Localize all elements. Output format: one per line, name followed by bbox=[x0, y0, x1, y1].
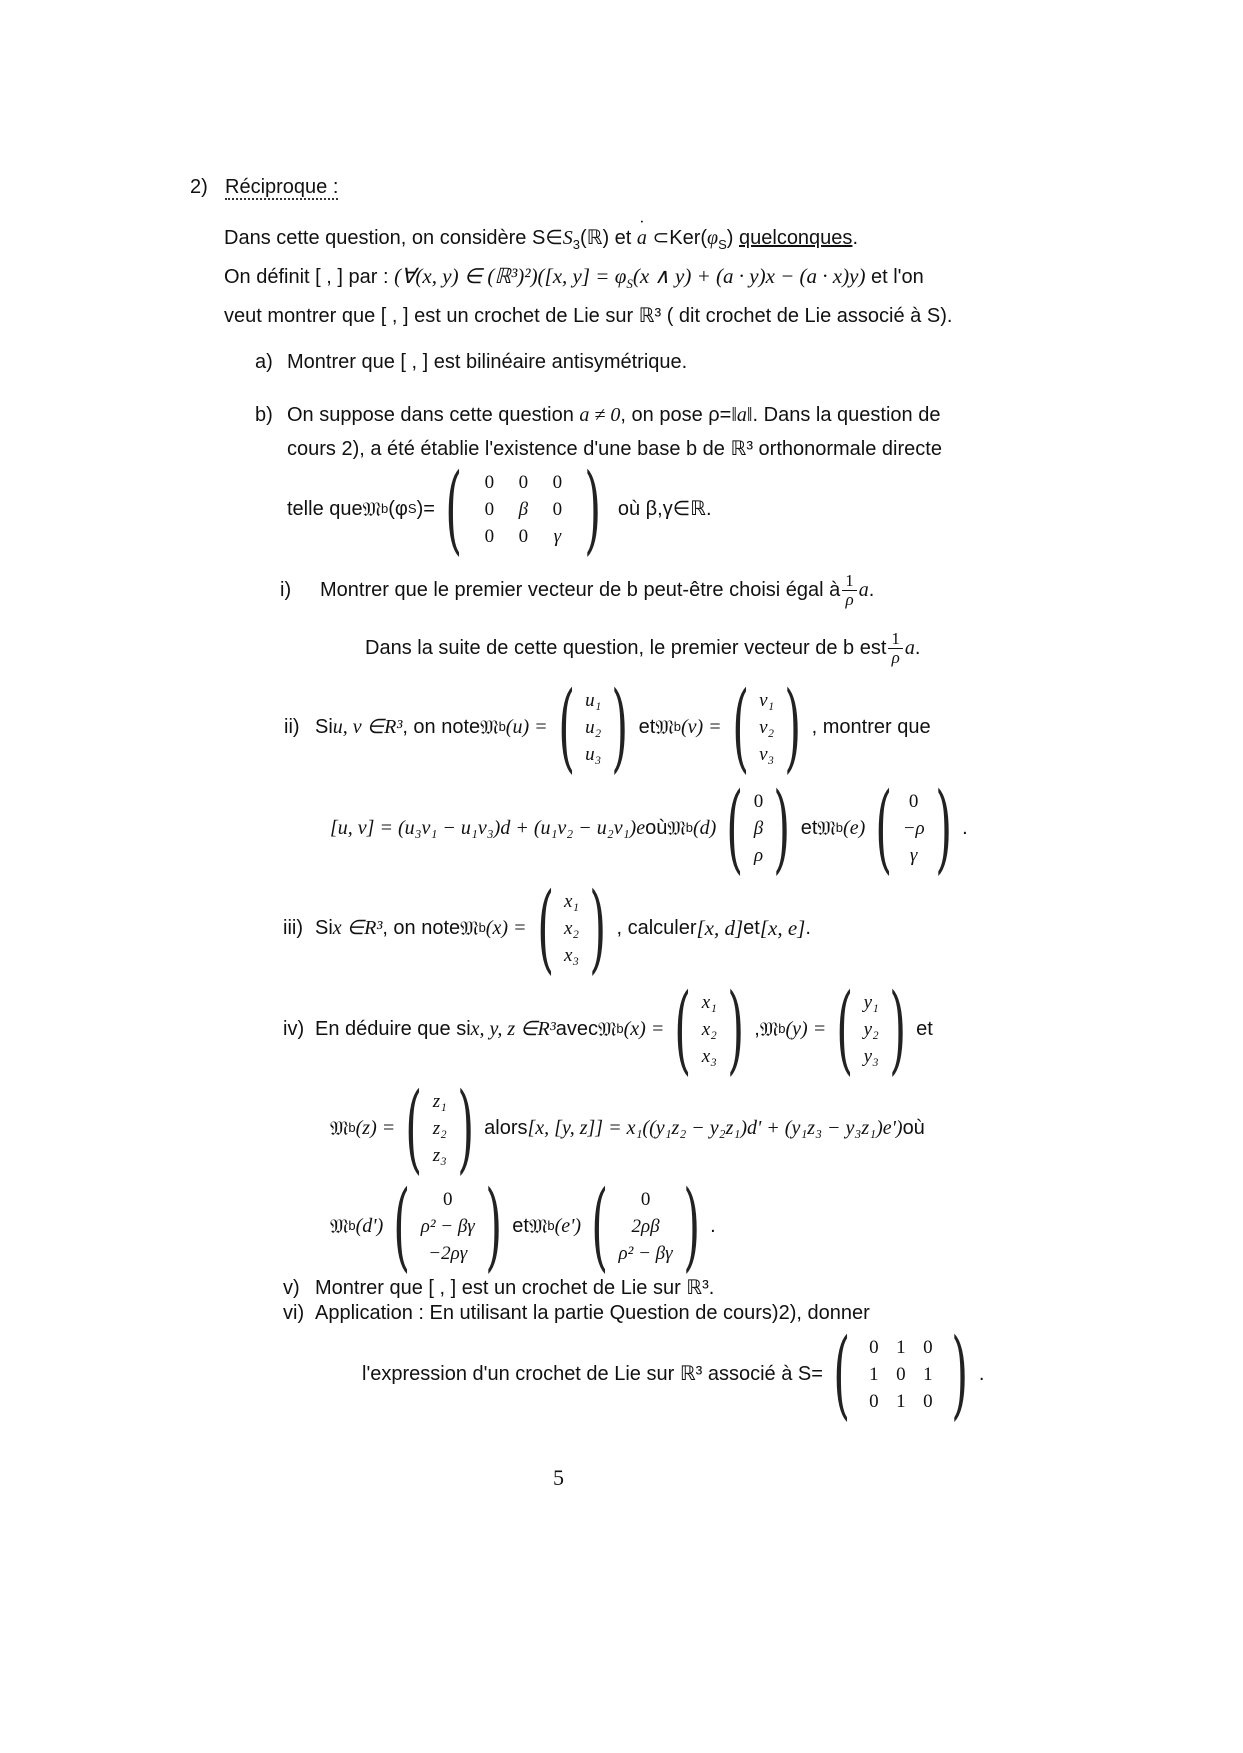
left-paren: ( bbox=[836, 973, 854, 1085]
matrix-cell: 0 bbox=[484, 498, 495, 520]
vector-cell: x₂ bbox=[701, 1018, 717, 1040]
qi-note-text: Dans la suite de cette question, le premier vecteur de b est bbox=[365, 637, 887, 659]
vector-cell: 0 bbox=[753, 790, 764, 812]
intro-phi: φ bbox=[707, 227, 719, 249]
left-paren: ( bbox=[726, 772, 744, 884]
qii-line-1: Si u, v ∈R³ , on note 𝔐 b (u) = ( u₁ u₂ u₃ ) et 𝔐 b (v) = ( v₁ v₂ v₃ ) , montrer que bbox=[315, 671, 931, 783]
qiii-line: Si x ∈R³ , on note 𝔐 b (x) = ( x₁ x₂ x₃ ) , calculer [x, d] et [x, e] . bbox=[315, 872, 811, 984]
qi-note-fraction bbox=[888, 630, 903, 667]
s-matrix-grid bbox=[860, 1334, 941, 1415]
frak-m-icon: 𝔐 bbox=[528, 1214, 548, 1238]
intro-vec-a: · a bbox=[637, 226, 647, 250]
qiv-line-1: En déduire que si x, y, z ∈R³ avec 𝔐 b (x) = ( x₁ x₂ x₃ ) , 𝔐 b (y) = ( y₁ y₂ y₃ ) et bbox=[315, 973, 933, 1085]
d2-vector bbox=[383, 1170, 512, 1282]
intro-ker: ⊂Ker( bbox=[646, 227, 708, 249]
qiii-xd: [x, d] bbox=[696, 916, 744, 940]
right-paren: ) bbox=[682, 1170, 700, 1282]
frak-m-icon: 𝔐 bbox=[460, 916, 479, 940]
intro-define: On définit [ , ] par : bbox=[224, 266, 395, 288]
qii-line-2: [u, v] = (u₃v₁ − u₁v₃)d + (u₁v₂ − u₂v₁)e où 𝔐 b (d) ( 0 β ρ ) et 𝔐 b (e) ( 0 −ρ γ ) . bbox=[330, 772, 968, 884]
vector-cell: y₃ bbox=[863, 1045, 879, 1067]
right-paren: ) bbox=[611, 671, 629, 783]
frac-num: 1 bbox=[842, 572, 857, 591]
qb-dans: . Dans la question de bbox=[752, 404, 941, 426]
left-paren: ( bbox=[833, 1318, 851, 1430]
matrix-cell: 0 bbox=[896, 1363, 906, 1385]
right-paren: ) bbox=[457, 1072, 474, 1184]
qv-label: v) bbox=[283, 1277, 300, 1299]
qi-note-vec-a: a bbox=[904, 637, 915, 659]
vector-cell: v₁ bbox=[759, 689, 775, 711]
vector-cell: x₂ bbox=[563, 917, 579, 939]
frak-m-icon: 𝔐 bbox=[330, 1116, 349, 1140]
qii-et2: et bbox=[800, 817, 818, 839]
right-paren: ) bbox=[485, 1170, 502, 1282]
matrix-cell: 0 bbox=[484, 525, 495, 547]
right-paren: ) bbox=[584, 453, 602, 565]
x-col bbox=[564, 888, 579, 969]
qiii-si: Si bbox=[315, 917, 333, 939]
qiii-note: , on note bbox=[382, 917, 461, 939]
qb-equals: )= bbox=[416, 498, 435, 520]
y-col bbox=[864, 989, 879, 1070]
intro-line-3: veut montrer que [ , ] est un crochet de Lie sur ℝ³ ( dit crochet de Lie associé à S). bbox=[224, 305, 953, 327]
section-title-text: Réciproque : bbox=[225, 176, 339, 198]
qb-line-3: telle que 𝔐 b (φ S )= ( 0 0 0 0 β 0 0 0 γ ) où β,γ∈ℝ. bbox=[287, 453, 712, 565]
matrix-cell: 1 bbox=[923, 1363, 933, 1385]
vector-cell: 0 bbox=[640, 1188, 651, 1210]
intro-set-s: S bbox=[562, 227, 573, 249]
vector-cell: β bbox=[753, 817, 764, 839]
vector-cell: x₃ bbox=[563, 944, 579, 966]
qvi-end: . bbox=[978, 1363, 985, 1385]
matrix-cell: 0 bbox=[869, 1336, 879, 1358]
qiv-mz: (z) = bbox=[355, 1117, 396, 1139]
s-matrix bbox=[823, 1318, 979, 1430]
intro-etlon: et l'on bbox=[865, 266, 924, 288]
qb-suppose: On suppose dans cette question bbox=[287, 404, 580, 426]
qb-pose: , on pose ρ= bbox=[620, 404, 732, 426]
qii-note: , on note bbox=[402, 716, 481, 738]
matrix-cell: 0 bbox=[552, 471, 563, 493]
x-vector-2 bbox=[664, 973, 754, 1085]
vector-cell: −ρ bbox=[902, 817, 925, 839]
qb-line-1 bbox=[287, 403, 940, 427]
right-paren: ) bbox=[934, 772, 952, 884]
frak-m-icon: 𝔐 bbox=[759, 1017, 779, 1041]
bracket-phi-index: S bbox=[626, 276, 633, 291]
qiii-mx: (x) = bbox=[485, 917, 527, 939]
matrix-cell: 0 bbox=[552, 498, 563, 520]
phi-matrix-grid bbox=[472, 469, 574, 550]
intro-real: (ℝ) et bbox=[579, 227, 637, 249]
intro-set-index: 3 bbox=[572, 237, 580, 252]
qi-line: Montrer que le premier vecteur de b peut-être choisi égal à $\frac{1}{\rho}$ a . bbox=[320, 570, 875, 609]
frak-m-icon: 𝔐 bbox=[362, 497, 382, 521]
qb-line-2: cours 2), a été établie l'existence d'une base b de ℝ³ orthonormale directe bbox=[287, 438, 942, 460]
bracket-definition-rest: (x ∧ y) + (a · y)x − (a · x)y) bbox=[632, 264, 866, 288]
vector-cell: γ bbox=[909, 844, 918, 866]
qa-text: Montrer que [ , ] est bilinéaire antisymétrique. bbox=[287, 351, 688, 373]
qiv-label: iv) bbox=[283, 1018, 305, 1040]
matrix-cell: 0 bbox=[869, 1390, 879, 1412]
phi-matrix bbox=[435, 453, 612, 565]
right-paren: ) bbox=[951, 1318, 969, 1430]
e-col bbox=[903, 788, 925, 869]
qvi-expression: l'expression d'un crochet de Lie sur ℝ³ associé à S= bbox=[362, 1363, 823, 1385]
intro-in: ∈ bbox=[545, 227, 563, 249]
qiv-me2: (e') bbox=[554, 1215, 582, 1237]
qii-uv: u, v ∈R³ bbox=[332, 716, 403, 738]
left-paren: ( bbox=[674, 973, 692, 1085]
vector-cell: ρ² − βγ bbox=[420, 1215, 475, 1237]
left-paren: ( bbox=[875, 772, 893, 884]
vector-cell: 2ρβ bbox=[631, 1215, 660, 1237]
z-vector bbox=[395, 1072, 484, 1184]
matrix-cell: 1 bbox=[896, 1390, 906, 1412]
qvi-text: Application : En utilisant la partie Question de cours)2), donner bbox=[315, 1302, 870, 1324]
frak-m-icon: 𝔐 bbox=[480, 715, 499, 739]
left-paren: ( bbox=[557, 671, 575, 783]
v-vector bbox=[722, 671, 812, 783]
intro-text: Dans cette question, on considère S bbox=[224, 227, 546, 249]
vector-cell: ρ bbox=[753, 844, 764, 866]
qii-formula: [u, v] = (u₃v₁ − u₁v₃)d + (u₁v₂ − u₂v₁)e bbox=[330, 817, 646, 839]
section-title bbox=[225, 175, 338, 199]
qiv-alors: alors bbox=[484, 1117, 528, 1139]
d2-col bbox=[421, 1186, 475, 1267]
qii-et: et bbox=[638, 716, 656, 738]
right-paren: ) bbox=[889, 973, 906, 1085]
vector-cell: z₃ bbox=[432, 1144, 447, 1166]
vector-cell: u₂ bbox=[585, 716, 602, 738]
intro-quelconques: quelconques bbox=[739, 227, 853, 249]
qiv-my: (y) = bbox=[785, 1018, 827, 1040]
qiii-x: x ∈R³ bbox=[332, 917, 383, 939]
qiv-xyz: x, y, z ∈R³ bbox=[470, 1018, 556, 1040]
qii-si: Si bbox=[315, 716, 333, 738]
frak-m-icon: 𝔐 bbox=[330, 1214, 349, 1238]
matrix-cell: γ bbox=[553, 525, 562, 547]
right-paren: ) bbox=[784, 671, 802, 783]
x-col bbox=[702, 989, 717, 1070]
vector-cell: 0 bbox=[443, 1188, 453, 1210]
matrix-cell: 1 bbox=[869, 1363, 879, 1385]
qv-text: Montrer que [ , ] est un crochet de Lie sur ℝ³. bbox=[315, 1277, 715, 1299]
intro-line-2 bbox=[224, 264, 924, 289]
qb-telle: telle que bbox=[287, 498, 363, 520]
frac-den: ρ bbox=[845, 589, 854, 609]
vector-cell: −2ργ bbox=[428, 1242, 468, 1264]
intro-close: ) bbox=[726, 227, 739, 249]
qiv-line-2: 𝔐 b (z) = ( z₁ z₂ z₃ ) alors [x, [y, z]] = x₁((y₁z₂ − y₂z₁)d' + (y₁z₃ − y₃z₁)e') où bbox=[330, 1072, 925, 1184]
qiv-formula: [x, [y, z]] = x₁((y₁z₂ − y₂z₁)d' + (y₁z₃ − y₃z₁)e') bbox=[527, 1117, 903, 1139]
qiv-avec: avec bbox=[555, 1018, 598, 1040]
right-paren: ) bbox=[773, 772, 791, 884]
left-paren: ( bbox=[536, 872, 554, 984]
matrix-cell: 0 bbox=[484, 471, 495, 493]
qii-me: (e) bbox=[843, 817, 866, 839]
left-paren: ( bbox=[445, 453, 463, 565]
qiii-et: et bbox=[743, 917, 760, 939]
x-vector bbox=[527, 872, 617, 984]
qi-label: i) bbox=[280, 579, 292, 601]
qb-a-nonzero: a ≠ 0 bbox=[579, 404, 621, 426]
frak-m-icon: 𝔐 bbox=[598, 1017, 617, 1041]
qii-montrer: , montrer que bbox=[811, 716, 931, 738]
frac-den: ρ bbox=[891, 647, 900, 667]
e2-vector bbox=[581, 1170, 710, 1282]
qiv-line-3: 𝔐 b (d') ( 0 ρ² − βγ −2ργ ) et 𝔐 b (e') ( 0 2ρβ ρ² − βγ ) . bbox=[330, 1170, 716, 1282]
vector-cell: v₃ bbox=[759, 743, 775, 765]
vector-cell: x₁ bbox=[701, 991, 717, 1013]
d-col bbox=[754, 788, 764, 869]
intro-period: . bbox=[852, 227, 858, 249]
qiii-label: iii) bbox=[283, 917, 303, 939]
section-number: 2) bbox=[190, 176, 208, 198]
qii-ou: où bbox=[645, 817, 668, 839]
qiv-deduire: En déduire que si bbox=[315, 1018, 471, 1040]
qiv-et: et bbox=[916, 1018, 933, 1040]
vector-cell: v₂ bbox=[759, 716, 775, 738]
qi-text: Montrer que le premier vecteur de b peut-être choisi égal à bbox=[320, 579, 841, 601]
matrix-cell: 0 bbox=[518, 525, 529, 547]
left-paren: ( bbox=[591, 1170, 609, 1282]
u-vector bbox=[548, 671, 639, 783]
y-vector bbox=[826, 973, 916, 1085]
vector-cell: y₁ bbox=[863, 991, 879, 1013]
z-col bbox=[433, 1088, 447, 1169]
qiii-xe: [x, e] bbox=[759, 916, 806, 940]
qiv-ou: où bbox=[902, 1117, 925, 1139]
qii-mv: (v) = bbox=[680, 716, 722, 738]
vector-cell: z₂ bbox=[432, 1117, 447, 1139]
qiii-calculer: , calculer bbox=[616, 917, 697, 939]
e2-col bbox=[619, 1186, 673, 1267]
intro-line-1 bbox=[224, 226, 858, 250]
e-vector bbox=[865, 772, 962, 884]
qi-fraction bbox=[842, 572, 857, 609]
v-col bbox=[759, 687, 774, 768]
right-paren: ) bbox=[727, 973, 744, 1085]
qiii-end: . bbox=[805, 917, 811, 939]
left-paren: ( bbox=[731, 671, 749, 783]
matrix-cell: 1 bbox=[896, 1336, 906, 1358]
matrix-cell: 0 bbox=[923, 1336, 933, 1358]
qii-mu: (u) = bbox=[505, 716, 548, 738]
frak-m-icon: 𝔐 bbox=[817, 816, 836, 840]
page-number: 5 bbox=[553, 1465, 564, 1490]
vector-cell: z₁ bbox=[432, 1090, 447, 1112]
qii-end: . bbox=[962, 817, 968, 839]
matrix-cell: β bbox=[518, 498, 529, 520]
vector-cell: x₁ bbox=[563, 890, 579, 912]
bracket-definition: (∀(x, y) ∈ (ℝ³)²)([x, y] = φ bbox=[394, 264, 627, 288]
qii-label: ii) bbox=[284, 716, 300, 738]
frak-m-icon: 𝔐 bbox=[667, 816, 686, 840]
vector-cell: 0 bbox=[908, 790, 919, 812]
qb-phi: (φ bbox=[388, 498, 408, 520]
vector-cell: u₃ bbox=[585, 743, 602, 765]
intro-phi-index: S bbox=[718, 237, 727, 252]
qii-md: (d) bbox=[692, 817, 717, 839]
vector-cell: y₂ bbox=[863, 1018, 879, 1040]
d-vector bbox=[716, 772, 800, 884]
qa-label: a) bbox=[255, 351, 273, 373]
qb-ou: où β,γ∈ℝ. bbox=[617, 498, 712, 520]
qiv-end: . bbox=[710, 1215, 716, 1237]
qiv-comma: , bbox=[754, 1018, 760, 1040]
matrix-cell: 0 bbox=[518, 471, 529, 493]
qb-label: b) bbox=[255, 404, 273, 426]
frak-m-icon: 𝔐 bbox=[655, 715, 674, 739]
vector-cell: u₁ bbox=[585, 689, 602, 711]
matrix-cell: 0 bbox=[923, 1390, 933, 1412]
vector-cell: x₃ bbox=[701, 1045, 717, 1067]
left-paren: ( bbox=[405, 1072, 423, 1184]
left-paren: ( bbox=[393, 1170, 411, 1282]
qiv-et2: et bbox=[512, 1215, 529, 1237]
u-col bbox=[585, 687, 601, 768]
vector-cell: ρ² − βγ bbox=[618, 1242, 673, 1264]
qb-norm-a: ‖a‖ bbox=[731, 404, 753, 426]
qi-vec-a: a bbox=[858, 579, 869, 601]
qiv-md2: (d') bbox=[355, 1215, 384, 1237]
right-paren: ) bbox=[589, 872, 607, 984]
qvi-line-2 bbox=[362, 1318, 985, 1430]
qiv-mx: (x) = bbox=[623, 1018, 665, 1040]
frac-num: 1 bbox=[888, 630, 903, 649]
qvi-label: vi) bbox=[283, 1302, 305, 1324]
qi-note: Dans la suite de cette question, le premier vecteur de b est $\frac{1}{\rho}$ a . bbox=[365, 628, 921, 667]
